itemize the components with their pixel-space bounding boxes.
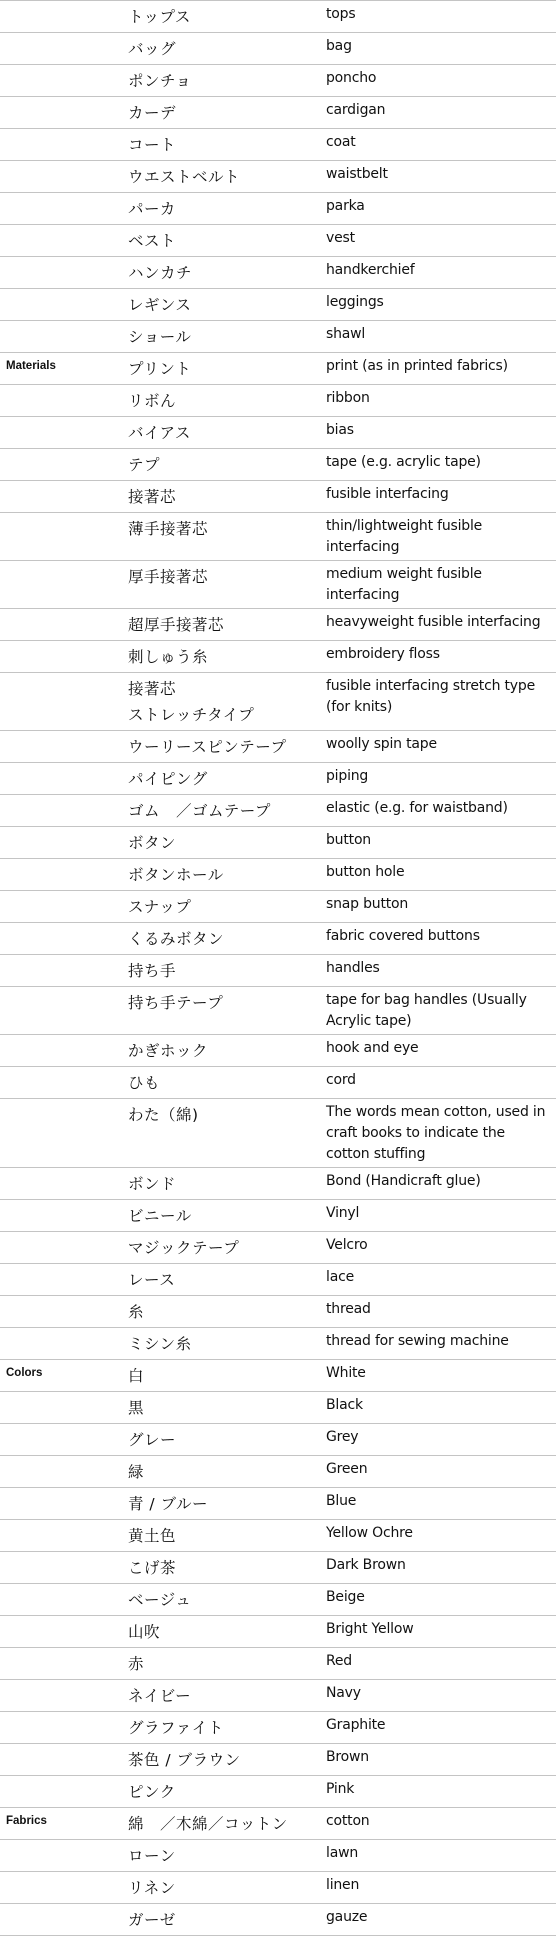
japanese-term: ゴム ／ゴムテープ xyxy=(128,802,271,820)
category-cell xyxy=(0,193,122,225)
table-row xyxy=(0,673,556,731)
table-row xyxy=(0,859,556,891)
japanese-term-cell xyxy=(122,987,320,1035)
japanese-term-cell xyxy=(122,161,320,193)
japanese-term: 超厚手接著芯 xyxy=(128,616,225,634)
japanese-term-cell xyxy=(122,1520,320,1552)
table-row xyxy=(0,353,556,385)
japanese-term-cell xyxy=(122,65,320,97)
japanese-term-cell xyxy=(122,1200,320,1232)
table-row xyxy=(0,1264,556,1296)
english-term-cell: ribbon xyxy=(320,385,556,417)
table-row xyxy=(0,561,556,609)
japanese-term: 山吹 xyxy=(128,1623,161,1641)
english-term-cell: Vinyl xyxy=(320,1200,556,1232)
japanese-term-cell xyxy=(122,1232,320,1264)
table-row xyxy=(0,731,556,763)
category-cell xyxy=(0,987,122,1035)
category-cell xyxy=(0,513,122,561)
english-term-cell: Graphite xyxy=(320,1712,556,1744)
table-row xyxy=(0,1872,556,1904)
table-row xyxy=(0,449,556,481)
category-cell xyxy=(0,1776,122,1808)
japanese-term: バイアス xyxy=(128,424,191,442)
english-term-cell: button xyxy=(320,827,556,859)
category-cell xyxy=(0,1,122,33)
japanese-term: ボタンホール xyxy=(128,866,224,884)
table-row xyxy=(0,417,556,449)
table-row xyxy=(0,1744,556,1776)
table-row xyxy=(0,1552,556,1584)
category-cell xyxy=(0,1168,122,1200)
japanese-term-cell xyxy=(122,417,320,449)
category-cell xyxy=(0,891,122,923)
japanese-term: 茶色 / ブラウン xyxy=(128,1751,241,1769)
japanese-term-cell xyxy=(122,1648,320,1680)
english-term-cell: Green xyxy=(320,1456,556,1488)
category-cell xyxy=(0,225,122,257)
japanese-term: プリント xyxy=(128,360,192,378)
category-cell xyxy=(0,1584,122,1616)
japanese-term-cell xyxy=(122,891,320,923)
table-row xyxy=(0,987,556,1035)
category-cell xyxy=(0,1099,122,1168)
category-cell xyxy=(0,1232,122,1264)
table-row xyxy=(0,129,556,161)
category-cell xyxy=(0,1328,122,1360)
japanese-term: ひも xyxy=(128,1074,161,1092)
japanese-term: ハンカチ xyxy=(128,264,193,282)
japanese-term: ウエストベルト xyxy=(128,168,241,186)
table-row xyxy=(0,1488,556,1520)
english-term-cell: thread xyxy=(320,1296,556,1328)
japanese-term: 薄手接著芯 xyxy=(128,520,209,538)
category-cell xyxy=(0,289,122,321)
japanese-term-cell xyxy=(122,641,320,673)
category-cell xyxy=(0,1067,122,1099)
japanese-term-cell xyxy=(122,1808,320,1840)
japanese-term: くるみボタン xyxy=(128,930,225,948)
category-cell xyxy=(0,1904,122,1936)
japanese-term: ショール xyxy=(128,328,192,346)
table-row xyxy=(0,1584,556,1616)
english-term-cell: shawl xyxy=(320,321,556,353)
category-cell xyxy=(0,161,122,193)
table-row xyxy=(0,193,556,225)
english-term-cell: cord xyxy=(320,1067,556,1099)
table-row xyxy=(0,33,556,65)
japanese-term-cell xyxy=(122,1099,320,1168)
japanese-term-cell xyxy=(122,609,320,641)
japanese-term: リネン xyxy=(128,1879,176,1897)
table-row xyxy=(0,1392,556,1424)
english-term-cell: thread for sewing machine xyxy=(320,1328,556,1360)
japanese-term-cell xyxy=(122,561,320,609)
japanese-term-cell xyxy=(122,1424,320,1456)
japanese-term-cell xyxy=(122,673,320,731)
japanese-term-cell xyxy=(122,97,320,129)
japanese-term-cell xyxy=(122,1776,320,1808)
category-cell xyxy=(0,1488,122,1520)
japanese-term-cell xyxy=(122,1035,320,1067)
category-cell xyxy=(0,763,122,795)
table-row xyxy=(0,1200,556,1232)
table-row xyxy=(0,1328,556,1360)
japanese-term: ローン xyxy=(128,1847,176,1865)
japanese-term: ベスト xyxy=(128,232,177,250)
category-cell xyxy=(0,417,122,449)
english-term-cell: Velcro xyxy=(320,1232,556,1264)
english-term-cell: thin/lightweight fusible interfacing xyxy=(320,513,556,561)
japanese-term-cell xyxy=(122,1584,320,1616)
table-row xyxy=(0,1099,556,1168)
table-row xyxy=(0,1904,556,1936)
table-row xyxy=(0,1035,556,1067)
english-term-cell: Beige xyxy=(320,1584,556,1616)
japanese-term: テプ xyxy=(128,456,161,474)
table-row xyxy=(0,225,556,257)
japanese-term-cell xyxy=(122,1360,320,1392)
english-term-cell: linen xyxy=(320,1872,556,1904)
table-row xyxy=(0,1296,556,1328)
category-cell xyxy=(0,795,122,827)
english-term-cell: parka xyxy=(320,193,556,225)
japanese-term: グラファイト xyxy=(128,1719,224,1737)
english-term-cell: fabric covered buttons xyxy=(320,923,556,955)
english-term-cell: leggings xyxy=(320,289,556,321)
english-term-cell: tape (e.g. acrylic tape) xyxy=(320,449,556,481)
category-cell xyxy=(0,1648,122,1680)
table-row xyxy=(0,923,556,955)
category-cell xyxy=(0,1520,122,1552)
english-term-cell: lace xyxy=(320,1264,556,1296)
japanese-term: ガーゼ xyxy=(128,1911,176,1929)
english-term-cell: cardigan xyxy=(320,97,556,129)
japanese-term: 厚手接著芯 xyxy=(128,568,209,586)
japanese-term: スナップ xyxy=(128,898,192,916)
category-cell xyxy=(0,1296,122,1328)
table-row xyxy=(0,1360,556,1392)
japanese-term-cell xyxy=(122,33,320,65)
japanese-term: ネイビー xyxy=(128,1687,192,1705)
english-term-cell: gauze xyxy=(320,1904,556,1936)
english-term-cell: handkerchief xyxy=(320,257,556,289)
english-term-cell: handles xyxy=(320,955,556,987)
japanese-term-cell xyxy=(122,1,320,33)
category-cell xyxy=(0,65,122,97)
english-term-cell: button hole xyxy=(320,859,556,891)
japanese-term-cell xyxy=(122,1840,320,1872)
table-row xyxy=(0,955,556,987)
japanese-term-cell xyxy=(122,481,320,513)
category-cell xyxy=(0,1616,122,1648)
category-cell xyxy=(0,641,122,673)
japanese-term-cell xyxy=(122,1712,320,1744)
english-term-cell: Bond (Handicraft glue) xyxy=(320,1168,556,1200)
japanese-term: コート xyxy=(128,136,177,154)
table-row xyxy=(0,97,556,129)
japanese-term-cell xyxy=(122,513,320,561)
japanese-term: 糸 xyxy=(128,1303,145,1321)
glossary-body xyxy=(0,1,556,1936)
japanese-term-cell xyxy=(122,1328,320,1360)
table-row xyxy=(0,1456,556,1488)
japanese-term-cell xyxy=(122,257,320,289)
japanese-term-cell xyxy=(122,1872,320,1904)
category-cell xyxy=(0,1712,122,1744)
category-cell xyxy=(0,1552,122,1584)
english-term-cell: Yellow Ochre xyxy=(320,1520,556,1552)
category-cell xyxy=(0,1035,122,1067)
table-row xyxy=(0,1,556,33)
english-term-cell: Dark Brown xyxy=(320,1552,556,1584)
category-cell xyxy=(0,1744,122,1776)
english-term-cell: Bright Yellow xyxy=(320,1616,556,1648)
japanese-term-cell xyxy=(122,385,320,417)
japanese-term-cell xyxy=(122,449,320,481)
table-row xyxy=(0,385,556,417)
japanese-term-cell xyxy=(122,225,320,257)
japanese-term-cell xyxy=(122,1552,320,1584)
english-term-cell: Pink xyxy=(320,1776,556,1808)
category-cell: Fabrics xyxy=(0,1808,122,1840)
japanese-term-cell xyxy=(122,1744,320,1776)
japanese-term: パーカ xyxy=(128,200,176,218)
table-row xyxy=(0,641,556,673)
japanese-term: カーデ xyxy=(128,104,177,122)
english-term-cell: piping xyxy=(320,763,556,795)
table-row xyxy=(0,513,556,561)
english-term-cell: embroidery floss xyxy=(320,641,556,673)
table-row xyxy=(0,795,556,827)
category-cell xyxy=(0,1392,122,1424)
table-row xyxy=(0,65,556,97)
japanese-term: ビニール xyxy=(128,1207,192,1225)
english-term-cell: Grey xyxy=(320,1424,556,1456)
japanese-term-cell xyxy=(122,1264,320,1296)
table-row xyxy=(0,891,556,923)
english-term-cell: waistbelt xyxy=(320,161,556,193)
english-term-cell: Brown xyxy=(320,1744,556,1776)
japanese-term: ストレッチタイプ xyxy=(128,706,255,724)
english-term-cell: bag xyxy=(320,33,556,65)
category-cell xyxy=(0,385,122,417)
japanese-term: マジックテープ xyxy=(128,1239,240,1257)
category-cell xyxy=(0,33,122,65)
english-term-cell: Navy xyxy=(320,1680,556,1712)
japanese-term: 白 xyxy=(128,1367,145,1385)
japanese-term: レース xyxy=(128,1271,176,1289)
japanese-term: バッグ xyxy=(128,40,177,58)
english-term-cell: snap button xyxy=(320,891,556,923)
japanese-term: パイピング xyxy=(128,770,208,788)
japanese-term: 持ち手テープ xyxy=(128,994,224,1012)
japanese-term: 緑 xyxy=(128,1463,145,1481)
category-cell xyxy=(0,129,122,161)
table-row xyxy=(0,1840,556,1872)
table-row xyxy=(0,1712,556,1744)
japanese-term-cell xyxy=(122,763,320,795)
japanese-term-cell xyxy=(122,1392,320,1424)
category-cell xyxy=(0,1680,122,1712)
category-cell xyxy=(0,1872,122,1904)
english-term-cell: fusible interfacing xyxy=(320,481,556,513)
japanese-term-cell xyxy=(122,955,320,987)
english-term-cell: The words mean cotton, used in craft books to indicate the cotton stuffing xyxy=(320,1099,556,1168)
table-row xyxy=(0,1168,556,1200)
japanese-term: ウーリースピンテープ xyxy=(128,738,287,756)
table-row xyxy=(0,1616,556,1648)
japanese-term-cell xyxy=(122,1168,320,1200)
japanese-term: 青 / ブルー xyxy=(128,1495,208,1513)
japanese-term: かぎホック xyxy=(128,1042,209,1060)
category-cell xyxy=(0,97,122,129)
category-cell xyxy=(0,955,122,987)
english-term-cell: lawn xyxy=(320,1840,556,1872)
japanese-term-cell xyxy=(122,1616,320,1648)
category-cell xyxy=(0,923,122,955)
english-term-cell: bias xyxy=(320,417,556,449)
japanese-term-cell xyxy=(122,827,320,859)
table-row xyxy=(0,1232,556,1264)
category-cell xyxy=(0,257,122,289)
table-row xyxy=(0,827,556,859)
japanese-term: 刺しゅう糸 xyxy=(128,648,209,666)
english-term-cell: poncho xyxy=(320,65,556,97)
english-term-cell: White xyxy=(320,1360,556,1392)
category-cell xyxy=(0,321,122,353)
category-cell: Materials xyxy=(0,353,122,385)
english-term-cell: tops xyxy=(320,1,556,33)
table-row xyxy=(0,1680,556,1712)
japanese-term: ボンド xyxy=(128,1175,177,1193)
japanese-term-cell xyxy=(122,859,320,891)
japanese-term: 綿 ／木綿／コットン xyxy=(128,1815,288,1833)
table-row xyxy=(0,289,556,321)
english-term-cell: Black xyxy=(320,1392,556,1424)
category-cell xyxy=(0,449,122,481)
category-cell xyxy=(0,1264,122,1296)
category-cell xyxy=(0,561,122,609)
japanese-term-cell xyxy=(122,321,320,353)
english-term-cell: fusible interfacing stretch type (for knits) xyxy=(320,673,556,731)
table-row xyxy=(0,1520,556,1552)
japanese-term-cell xyxy=(122,1488,320,1520)
japanese-term: 赤 xyxy=(128,1655,145,1673)
japanese-term: わた（綿) xyxy=(128,1106,199,1124)
english-term-cell: Blue xyxy=(320,1488,556,1520)
japanese-term: ベージュ xyxy=(128,1591,192,1609)
category-cell: Colors xyxy=(0,1360,122,1392)
japanese-term: 黄土色 xyxy=(128,1527,177,1545)
english-term-cell: Red xyxy=(320,1648,556,1680)
japanese-term: トップス xyxy=(128,8,191,26)
table-row xyxy=(0,321,556,353)
japanese-term-cell xyxy=(122,129,320,161)
japanese-term-cell xyxy=(122,289,320,321)
category-cell xyxy=(0,731,122,763)
table-row xyxy=(0,481,556,513)
japanese-term-cell xyxy=(122,193,320,225)
category-cell xyxy=(0,609,122,641)
table-row xyxy=(0,1808,556,1840)
japanese-term: ポンチョ xyxy=(128,72,192,90)
japanese-term-cell xyxy=(122,923,320,955)
table-row xyxy=(0,1067,556,1099)
category-cell xyxy=(0,1840,122,1872)
category-cell xyxy=(0,1456,122,1488)
japanese-term-cell xyxy=(122,1067,320,1099)
japanese-term: こげ茶 xyxy=(128,1559,177,1577)
english-term-cell: print (as in printed fabrics) xyxy=(320,353,556,385)
japanese-term-cell xyxy=(122,1456,320,1488)
english-term-cell: cotton xyxy=(320,1808,556,1840)
category-cell xyxy=(0,1424,122,1456)
japanese-term: 黒 xyxy=(128,1399,145,1417)
japanese-term-cell xyxy=(122,1904,320,1936)
english-term-cell: vest xyxy=(320,225,556,257)
japanese-term: 接著芯 xyxy=(128,488,177,506)
japanese-term-cell xyxy=(122,1680,320,1712)
english-term-cell: medium weight fusible interfacing xyxy=(320,561,556,609)
japanese-term: リボん xyxy=(128,392,177,410)
japanese-term: ボタン xyxy=(128,834,177,852)
english-term-cell: hook and eye xyxy=(320,1035,556,1067)
japanese-term: 持ち手 xyxy=(128,962,177,980)
english-term-cell: elastic (e.g. for waistband) xyxy=(320,795,556,827)
japanese-term: ミシン糸 xyxy=(128,1335,192,1353)
japanese-term-cell xyxy=(122,731,320,763)
japanese-term-cell xyxy=(122,1296,320,1328)
english-term-cell: woolly spin tape xyxy=(320,731,556,763)
category-cell xyxy=(0,481,122,513)
japanese-term-cell xyxy=(122,353,320,385)
table-row xyxy=(0,609,556,641)
english-term-cell: tape for bag handles (Usually Acrylic tape) xyxy=(320,987,556,1035)
category-cell xyxy=(0,673,122,731)
english-term-cell: heavyweight fusible interfacing xyxy=(320,609,556,641)
table-row xyxy=(0,161,556,193)
table-row xyxy=(0,1776,556,1808)
category-cell xyxy=(0,1200,122,1232)
table-row xyxy=(0,1648,556,1680)
table-row xyxy=(0,763,556,795)
japanese-term: 接著芯 xyxy=(128,680,177,698)
japanese-term: ピンク xyxy=(128,1783,176,1801)
japanese-term-cell xyxy=(122,795,320,827)
english-term-cell: coat xyxy=(320,129,556,161)
category-cell xyxy=(0,827,122,859)
table-row xyxy=(0,257,556,289)
japanese-term: グレー xyxy=(128,1431,177,1449)
table-row xyxy=(0,1424,556,1456)
category-cell xyxy=(0,859,122,891)
japanese-term: レギンス xyxy=(128,296,192,314)
